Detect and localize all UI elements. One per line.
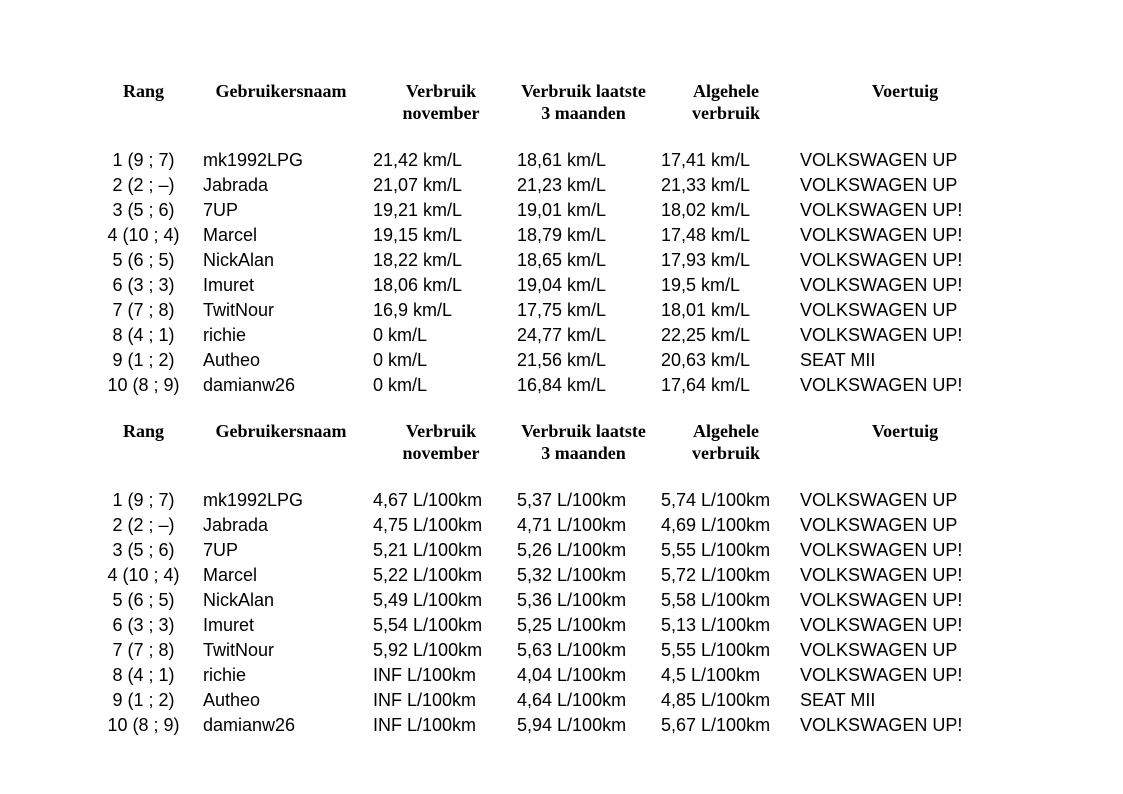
cell-verbruik-laatste-3-maanden: 5,63 L/100km bbox=[517, 640, 627, 660]
header-line: 3 maanden bbox=[541, 443, 626, 463]
cell-voertuig: VOLKSWAGEN UP! bbox=[800, 225, 963, 245]
cell-verbruik-laatste-3-maanden: 5,32 L/100km bbox=[517, 565, 627, 585]
cell-verbruik-november: 18,22 km/L bbox=[373, 250, 463, 270]
cell-gebruikersnaam: Autheo bbox=[203, 690, 261, 710]
cell-verbruik-november: 19,21 km/L bbox=[373, 200, 463, 220]
cell-gebruikersnaam: NickAlan bbox=[203, 250, 275, 270]
cell-gebruikersnaam: Jabrada bbox=[203, 175, 269, 195]
cell-verbruik-november: 5,21 L/100km bbox=[373, 540, 483, 560]
cell-voertuig: VOLKSWAGEN UP bbox=[800, 640, 958, 660]
cell-verbruik-laatste-3-maanden: 18,79 km/L bbox=[517, 225, 607, 245]
col-header-rang bbox=[96, 80, 191, 148]
cell-algehele-verbruik: 5,55 L/100km bbox=[661, 540, 771, 560]
col-header-verbruik-laatste-3-maanden bbox=[511, 420, 656, 488]
table-body bbox=[96, 488, 1014, 738]
cell-verbruik-november: 21,42 km/L bbox=[373, 150, 463, 170]
table-km-per-l bbox=[96, 80, 1014, 398]
cell-gebruikersnaam: mk1992LPG bbox=[203, 150, 304, 170]
cell-rang: 8 (4 ; 1) bbox=[112, 325, 175, 345]
table-header bbox=[96, 80, 1014, 148]
table-row bbox=[96, 563, 1014, 588]
cell-voertuig: VOLKSWAGEN UP! bbox=[800, 325, 963, 345]
cell-algehele-verbruik: 5,55 L/100km bbox=[661, 640, 771, 660]
cell-algehele-verbruik: 17,64 km/L bbox=[661, 375, 751, 395]
cell-algehele-verbruik: 5,74 L/100km bbox=[661, 490, 771, 510]
cell-rang: 5 (6 ; 5) bbox=[112, 590, 175, 610]
header-line: Rang bbox=[122, 421, 164, 441]
col-header-algehele-verbruik bbox=[656, 420, 796, 488]
cell-rang: 2 (2 ; –) bbox=[112, 515, 175, 535]
cell-verbruik-november: 5,92 L/100km bbox=[373, 640, 483, 660]
header-line: november bbox=[402, 443, 480, 463]
cell-voertuig: VOLKSWAGEN UP! bbox=[800, 200, 963, 220]
col-header-verbruik-november bbox=[371, 420, 511, 488]
table-row bbox=[96, 688, 1014, 713]
cell-voertuig: VOLKSWAGEN UP! bbox=[800, 250, 963, 270]
cell-verbruik-november: 5,49 L/100km bbox=[373, 590, 483, 610]
cell-verbruik-november: 4,67 L/100km bbox=[373, 490, 483, 510]
cell-algehele-verbruik: 21,33 km/L bbox=[661, 175, 751, 195]
cell-rang: 2 (2 ; –) bbox=[112, 175, 175, 195]
cell-gebruikersnaam: 7UP bbox=[203, 200, 239, 220]
table-row bbox=[96, 373, 1014, 398]
cell-gebruikersnaam: mk1992LPG bbox=[203, 490, 304, 510]
cell-verbruik-november: 16,9 km/L bbox=[373, 300, 453, 320]
table-l-per-100km bbox=[96, 420, 1014, 738]
col-header-verbruik-laatste-3-maanden bbox=[511, 80, 656, 148]
cell-rang: 1 (9 ; 7) bbox=[112, 150, 175, 170]
cell-verbruik-november: 19,15 km/L bbox=[373, 225, 463, 245]
header-line: verbruik bbox=[691, 443, 760, 463]
table-row bbox=[96, 488, 1014, 513]
cell-verbruik-november: 5,22 L/100km bbox=[373, 565, 483, 585]
header-line: november bbox=[402, 103, 480, 123]
cell-verbruik-laatste-3-maanden: 4,71 L/100km bbox=[517, 515, 627, 535]
cell-voertuig: SEAT MII bbox=[800, 350, 876, 370]
cell-voertuig: VOLKSWAGEN UP! bbox=[800, 615, 963, 635]
header-line: Verbruik laatste bbox=[521, 421, 646, 441]
col-header-voertuig bbox=[796, 80, 1014, 148]
table-row bbox=[96, 148, 1014, 173]
header-line: 3 maanden bbox=[541, 103, 626, 123]
header-line: Rang bbox=[122, 81, 164, 101]
cell-rang: 6 (3 ; 3) bbox=[112, 615, 175, 635]
header-line: Voertuig bbox=[871, 421, 939, 441]
header-line: Verbruik bbox=[405, 81, 477, 101]
cell-algehele-verbruik: 17,41 km/L bbox=[661, 150, 751, 170]
cell-verbruik-laatste-3-maanden: 5,25 L/100km bbox=[517, 615, 627, 635]
table-body bbox=[96, 148, 1014, 398]
table-row bbox=[96, 513, 1014, 538]
table-row bbox=[96, 223, 1014, 248]
cell-algehele-verbruik: 17,93 km/L bbox=[661, 250, 751, 270]
cell-gebruikersnaam: Marcel bbox=[203, 225, 258, 245]
cell-algehele-verbruik: 5,72 L/100km bbox=[661, 565, 771, 585]
cell-verbruik-november: 18,06 km/L bbox=[373, 275, 463, 295]
cell-verbruik-november: 0 km/L bbox=[373, 375, 428, 395]
col-header-algehele-verbruik bbox=[656, 80, 796, 148]
table-row bbox=[96, 198, 1014, 223]
cell-verbruik-november: INF L/100km bbox=[373, 715, 477, 735]
cell-rang: 6 (3 ; 3) bbox=[112, 275, 175, 295]
cell-gebruikersnaam: richie bbox=[203, 665, 247, 685]
cell-rang: 4 (10 ; 4) bbox=[107, 225, 180, 245]
cell-verbruik-november: 4,75 L/100km bbox=[373, 515, 483, 535]
header-line: Verbruik laatste bbox=[521, 81, 646, 101]
header-line: Algehele bbox=[693, 421, 759, 441]
cell-rang: 8 (4 ; 1) bbox=[112, 665, 175, 685]
cell-voertuig: VOLKSWAGEN UP! bbox=[800, 540, 963, 560]
cell-voertuig: VOLKSWAGEN UP! bbox=[800, 590, 963, 610]
cell-verbruik-laatste-3-maanden: 4,04 L/100km bbox=[517, 665, 627, 685]
cell-algehele-verbruik: 4,5 L/100km bbox=[661, 665, 761, 685]
cell-verbruik-laatste-3-maanden: 17,75 km/L bbox=[517, 300, 607, 320]
header-line: Gebruikersnaam bbox=[215, 421, 347, 441]
cell-voertuig: VOLKSWAGEN UP bbox=[800, 515, 958, 535]
header-line: verbruik bbox=[691, 103, 760, 123]
cell-algehele-verbruik: 18,02 km/L bbox=[661, 200, 751, 220]
cell-rang: 1 (9 ; 7) bbox=[112, 490, 175, 510]
col-header-gebruikersnaam bbox=[191, 420, 371, 488]
cell-verbruik-laatste-3-maanden: 21,56 km/L bbox=[517, 350, 607, 370]
cell-gebruikersnaam: 7UP bbox=[203, 540, 239, 560]
table-row bbox=[96, 348, 1014, 373]
cell-rang: 4 (10 ; 4) bbox=[107, 565, 180, 585]
cell-verbruik-laatste-3-maanden: 19,01 km/L bbox=[517, 200, 607, 220]
cell-gebruikersnaam: Imuret bbox=[203, 275, 255, 295]
cell-algehele-verbruik: 4,85 L/100km bbox=[661, 690, 771, 710]
table-row bbox=[96, 323, 1014, 348]
cell-gebruikersnaam: damianw26 bbox=[203, 715, 296, 735]
cell-verbruik-november: 5,54 L/100km bbox=[373, 615, 483, 635]
cell-verbruik-laatste-3-maanden: 18,61 km/L bbox=[517, 150, 607, 170]
cell-verbruik-november: INF L/100km bbox=[373, 665, 477, 685]
table-row bbox=[96, 638, 1014, 663]
cell-voertuig: VOLKSWAGEN UP bbox=[800, 150, 958, 170]
cell-algehele-verbruik: 19,5 km/L bbox=[661, 275, 741, 295]
cell-verbruik-laatste-3-maanden: 5,94 L/100km bbox=[517, 715, 627, 735]
cell-verbruik-laatste-3-maanden: 18,65 km/L bbox=[517, 250, 607, 270]
cell-gebruikersnaam: TwitNour bbox=[203, 300, 275, 320]
cell-rang: 9 (1 ; 2) bbox=[112, 690, 175, 710]
cell-rang: 3 (5 ; 6) bbox=[112, 200, 175, 220]
cell-voertuig: VOLKSWAGEN UP bbox=[800, 300, 958, 320]
cell-algehele-verbruik: 22,25 km/L bbox=[661, 325, 751, 345]
cell-rang: 7 (7 ; 8) bbox=[112, 640, 175, 660]
cell-gebruikersnaam: Imuret bbox=[203, 615, 255, 635]
cell-gebruikersnaam: Autheo bbox=[203, 350, 261, 370]
col-header-rang bbox=[96, 420, 191, 488]
cell-verbruik-laatste-3-maanden: 21,23 km/L bbox=[517, 175, 607, 195]
cell-verbruik-november: INF L/100km bbox=[373, 690, 477, 710]
cell-verbruik-laatste-3-maanden: 5,37 L/100km bbox=[517, 490, 627, 510]
cell-voertuig: VOLKSWAGEN UP! bbox=[800, 715, 963, 735]
cell-voertuig: SEAT MII bbox=[800, 690, 876, 710]
cell-gebruikersnaam: damianw26 bbox=[203, 375, 296, 395]
cell-algehele-verbruik: 20,63 km/L bbox=[661, 350, 751, 370]
cell-algehele-verbruik: 18,01 km/L bbox=[661, 300, 751, 320]
table-row bbox=[96, 538, 1014, 563]
table-row bbox=[96, 248, 1014, 273]
cell-verbruik-laatste-3-maanden: 5,26 L/100km bbox=[517, 540, 627, 560]
cell-rang: 5 (6 ; 5) bbox=[112, 250, 175, 270]
cell-algehele-verbruik: 17,48 km/L bbox=[661, 225, 751, 245]
table-row bbox=[96, 298, 1014, 323]
table-row bbox=[96, 613, 1014, 638]
table-header bbox=[96, 420, 1014, 488]
cell-algehele-verbruik: 5,13 L/100km bbox=[661, 615, 771, 635]
header-line: Gebruikersnaam bbox=[215, 81, 347, 101]
table-row bbox=[96, 273, 1014, 298]
cell-verbruik-november: 0 km/L bbox=[373, 350, 428, 370]
cell-gebruikersnaam: Jabrada bbox=[203, 515, 269, 535]
cell-rang: 10 (8 ; 9) bbox=[107, 375, 180, 395]
cell-verbruik-laatste-3-maanden: 4,64 L/100km bbox=[517, 690, 627, 710]
cell-algehele-verbruik: 4,69 L/100km bbox=[661, 515, 771, 535]
cell-rang: 9 (1 ; 2) bbox=[112, 350, 175, 370]
cell-voertuig: VOLKSWAGEN UP bbox=[800, 490, 958, 510]
cell-verbruik-laatste-3-maanden: 16,84 km/L bbox=[517, 375, 607, 395]
table-row bbox=[96, 588, 1014, 613]
col-header-verbruik-november bbox=[371, 80, 511, 148]
cell-verbruik-laatste-3-maanden: 24,77 km/L bbox=[517, 325, 607, 345]
cell-gebruikersnaam: richie bbox=[203, 325, 247, 345]
col-header-voertuig bbox=[796, 420, 1014, 488]
cell-voertuig: VOLKSWAGEN UP! bbox=[800, 665, 963, 685]
cell-rang: 7 (7 ; 8) bbox=[112, 300, 175, 320]
cell-voertuig: VOLKSWAGEN UP bbox=[800, 175, 958, 195]
header-line: Verbruik bbox=[405, 421, 477, 441]
header-line: Voertuig bbox=[871, 81, 939, 101]
col-header-gebruikersnaam bbox=[191, 80, 371, 148]
cell-gebruikersnaam: TwitNour bbox=[203, 640, 275, 660]
cell-verbruik-laatste-3-maanden: 5,36 L/100km bbox=[517, 590, 627, 610]
cell-gebruikersnaam: Marcel bbox=[203, 565, 258, 585]
cell-algehele-verbruik: 5,67 L/100km bbox=[661, 715, 771, 735]
table-row bbox=[96, 663, 1014, 688]
cell-verbruik-november: 21,07 km/L bbox=[373, 175, 463, 195]
cell-voertuig: VOLKSWAGEN UP! bbox=[800, 565, 963, 585]
cell-rang: 3 (5 ; 6) bbox=[112, 540, 175, 560]
cell-algehele-verbruik: 5,58 L/100km bbox=[661, 590, 771, 610]
header-line: Algehele bbox=[693, 81, 759, 101]
cell-verbruik-laatste-3-maanden: 19,04 km/L bbox=[517, 275, 607, 295]
cell-voertuig: VOLKSWAGEN UP! bbox=[800, 275, 963, 295]
table-row bbox=[96, 713, 1014, 738]
cell-rang: 10 (8 ; 9) bbox=[107, 715, 180, 735]
cell-gebruikersnaam: NickAlan bbox=[203, 590, 275, 610]
cell-verbruik-november: 0 km/L bbox=[373, 325, 428, 345]
cell-voertuig: VOLKSWAGEN UP! bbox=[800, 375, 963, 395]
table-row bbox=[96, 173, 1014, 198]
